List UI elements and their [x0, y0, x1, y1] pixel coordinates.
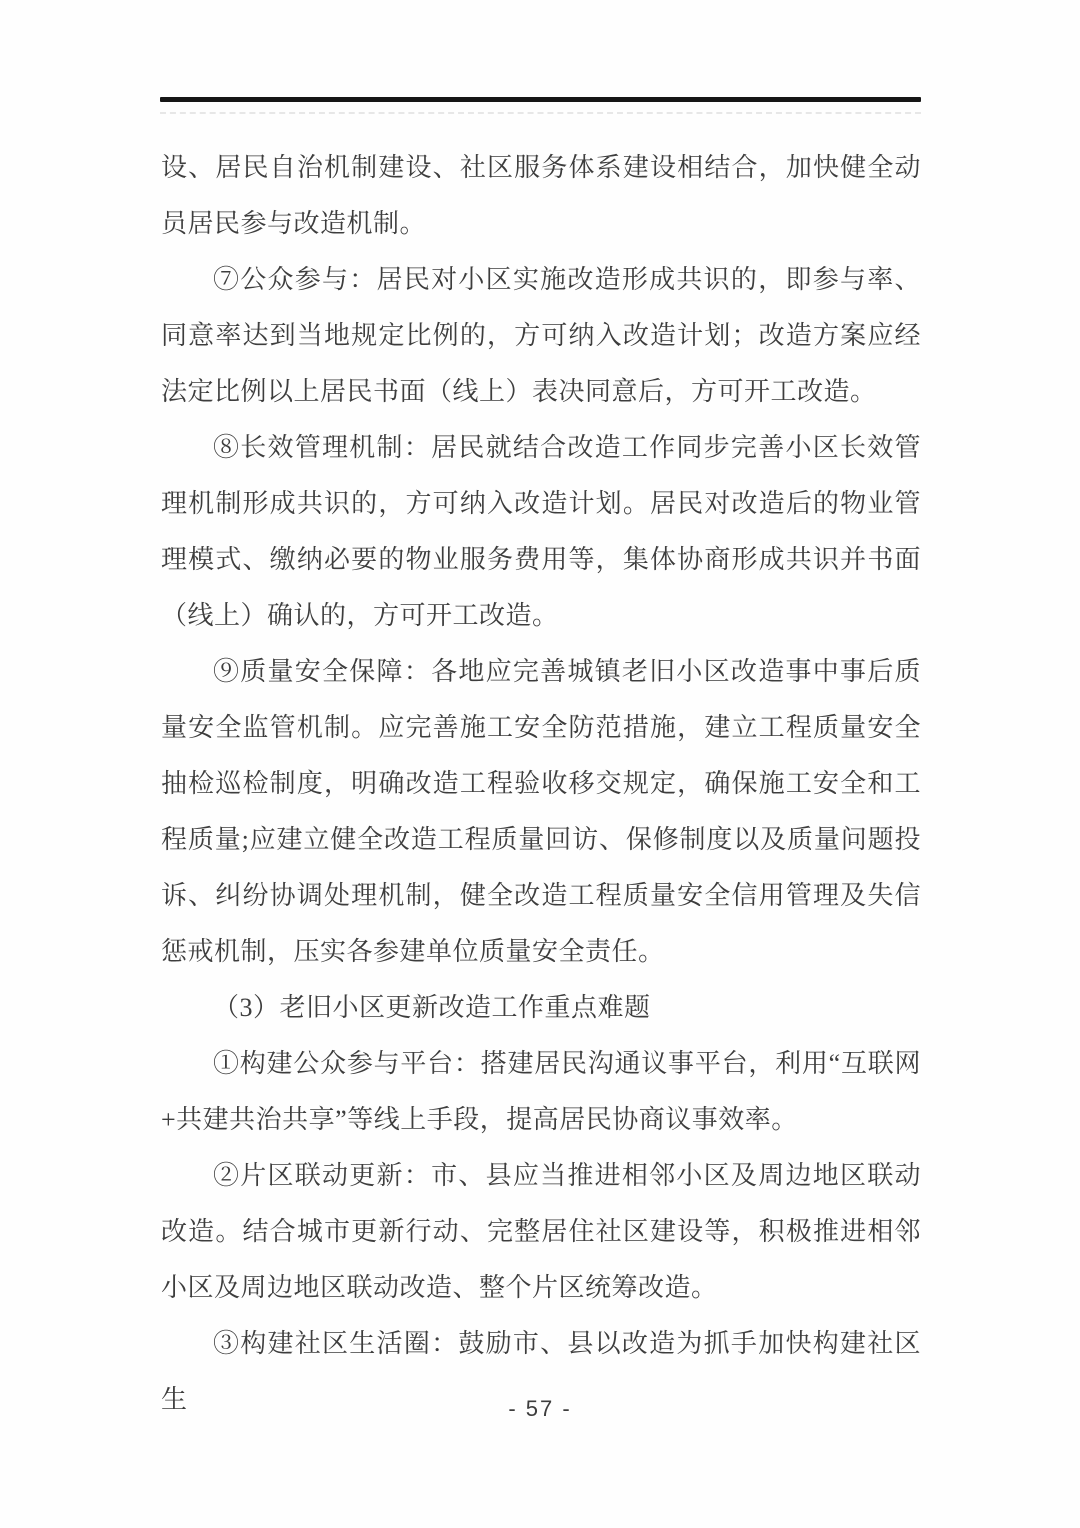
body-paragraph-item-2: ②片区联动更新：市、县应当推进相邻小区及周边地区联动改造。结合城市更新行动、完整居住社区建设等，积极推进相邻小区及周边地区联动改造、整个片区统筹改造。	[161, 1161, 921, 1302]
header-rule-scan-ghost	[160, 112, 921, 114]
body-paragraph-item-8: ⑧长效管理机制：居民就结合改造工作同步完善小区长效管理机制形成共识的，方可纳入改造计划。居民对改造后的物业管理模式、缴纳必要的物业服务费用等，集体协商形成共识并书面（线上）确认的，方可开工改造。	[161, 433, 921, 630]
body-paragraph-item-7: ⑦公众参与：居民对小区实施改造形成共识的，即参与率、同意率达到当地规定比例的，方可纳入改造计划；改造方案应经法定比例以上居民书面（线上）表决同意后，方可开工改造。	[161, 265, 921, 406]
body-paragraph-continuation: 设、居民自治机制建设、社区服务体系建设相结合，加快健全动员居民参与改造机制。	[161, 153, 921, 238]
page-number: - 57 -	[508, 1396, 572, 1421]
section-heading: （3）老旧小区更新改造工作重点难题	[213, 993, 651, 1022]
body-paragraph-item-3: ③构建社区生活圈：鼓励市、县以改造为抓手加快构建社区生	[161, 1329, 921, 1414]
body-paragraph-item-1: ①构建公众参与平台：搭建居民沟通议事平台，利用“互联网+共建共治共享”等线上手段，提高居民协商议事效率。	[161, 1049, 921, 1134]
header-rule	[160, 97, 921, 102]
body-paragraph-item-9: ⑨质量安全保障：各地应完善城镇老旧小区改造事中事后质量安全监管机制。应完善施工安全防范措施，建立工程质量安全抽检巡检制度，明确改造工程验收移交规定，确保施工安全和工程质量;应建立健全改造工程质量回访、保修制度以及质量问题投诉、纠纷协调处理机制，健全改造工程质量安全信用管理及失信惩戒机制，压实各参建单位质量安全责任。	[161, 657, 921, 966]
body-text-block	[161, 140, 921, 1428]
